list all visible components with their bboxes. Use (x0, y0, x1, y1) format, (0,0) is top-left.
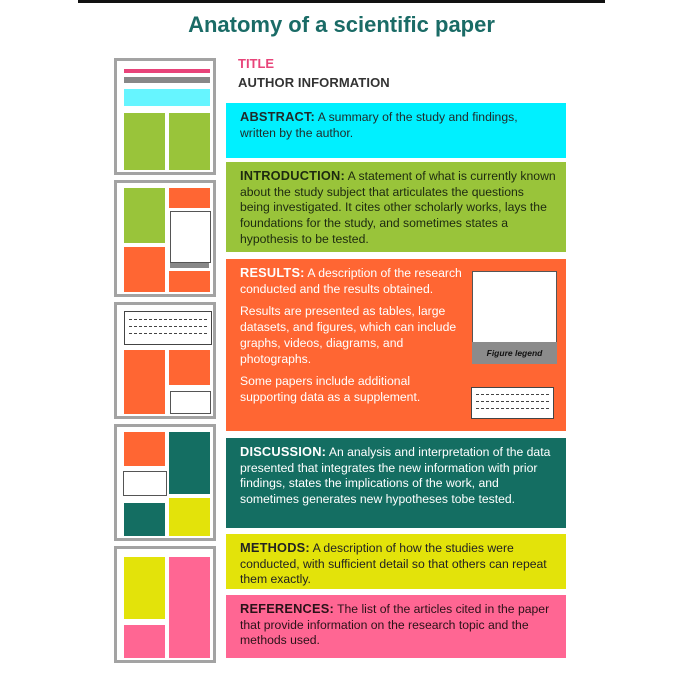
top-rule (78, 0, 605, 3)
abstract-heading: ABSTRACT: (240, 109, 316, 124)
figure-legend: Figure legend (472, 342, 557, 364)
author-information-label: AUTHOR INFORMATION (238, 75, 390, 90)
thumb-supplement-box (170, 391, 211, 414)
thumb-author-bar (124, 77, 210, 83)
introduction-text: A statement of what is currently known about the study subject that articulates the questions being investigated. It cites other scholarly works, lays the foundations for the study, and sometimes states a hypothesis to be tested. (240, 169, 556, 246)
references-heading: REFERENCES: (240, 601, 334, 616)
thumb-methods-block (124, 557, 165, 619)
thumb-results-block-left (124, 350, 165, 414)
results-paragraph-2: Results are presented as tables, large datasets, and figures, which can include graphs, videos, diagrams, and photographs. (240, 304, 457, 366)
thumb-methods-block (169, 498, 210, 536)
methods-heading: METHODS: (240, 540, 310, 555)
results-text: A description of the research conducted and the results obtained. (240, 266, 462, 296)
results-figure (472, 271, 557, 343)
introduction-heading: INTRODUCTION: (240, 168, 345, 183)
thumb-references-block-left (124, 625, 165, 658)
thumb-table (124, 311, 212, 345)
methods-section (226, 534, 566, 589)
thumb-figure-legend (170, 263, 209, 268)
thumb-results-block (124, 432, 165, 466)
page-title: Anatomy of a scientific paper (188, 12, 495, 37)
thumb-results-block-right (169, 350, 210, 385)
introduction-section (226, 162, 566, 252)
discussion-text: An analysis and interpretation of the data presented that integrates the new information with prior findings, states the implications of the work, and sometimes generates new hypotheses tobe tested. (240, 445, 551, 507)
thumb-supplement-box (123, 471, 167, 496)
thumb-results-block-lower (124, 247, 165, 292)
thumb-results-block (169, 188, 210, 208)
thumb-discussion-block-lower (124, 503, 165, 536)
results-heading: RESULTS: (240, 265, 305, 280)
references-text: The list of the articles cited in the paper that provide information on the research topic and the methods used. (240, 602, 550, 648)
page-thumbnail-3 (114, 302, 216, 419)
discussion-section (226, 438, 566, 528)
thumb-intro-block-left (124, 113, 165, 170)
references-section (226, 595, 566, 658)
abstract-text: A summary of the study and findings, written by the author. (240, 110, 518, 140)
title-label: TITLE (238, 56, 275, 71)
page-thumbnail-2 (114, 180, 216, 297)
thumb-results-block-small (169, 271, 210, 292)
page-thumbnail-5 (114, 546, 216, 663)
results-paragraph-3: Some papers include additional supporting data as a supplement. (240, 374, 421, 404)
thumb-intro-block (124, 188, 165, 243)
supplement-table (471, 387, 554, 419)
page-thumbnail-1 (114, 58, 216, 175)
thumb-figure (170, 211, 211, 263)
thumb-references-block-right (169, 557, 210, 658)
thumb-intro-block-right (169, 113, 210, 170)
thumb-discussion-block (169, 432, 210, 494)
page-thumbnail-4 (114, 424, 216, 541)
abstract-section (226, 103, 566, 158)
methods-text: A description of how the studies were conducted, with sufficient detail so that others can repeat them exactly. (240, 541, 547, 587)
thumb-abstract-block (124, 89, 210, 106)
discussion-heading: DISCUSSION: (240, 444, 327, 459)
thumb-title-bar (124, 69, 210, 73)
